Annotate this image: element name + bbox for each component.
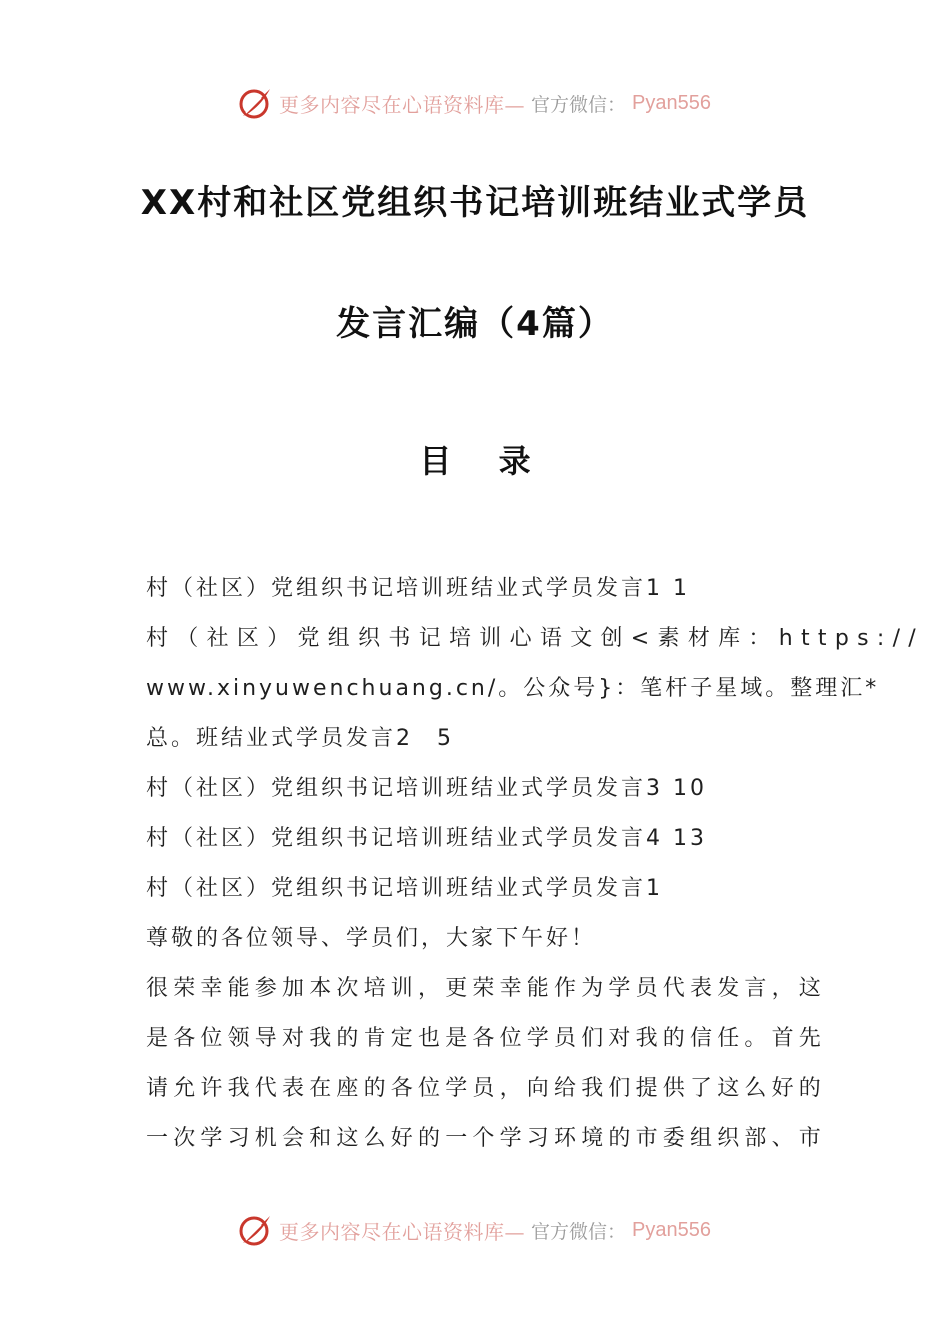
section-title: 村（社区）党组织书记培训班结业式学员发言1 bbox=[146, 876, 663, 901]
footer-wechat-label: 官方微信： bbox=[531, 1220, 627, 1243]
document-title-line1: XX村和社区党组织书记培训班结业式学员 bbox=[140, 183, 810, 223]
toc-entry-2-part1: 村（社区）党组织书记培训心语文创<素材库：https:// bbox=[146, 626, 924, 651]
footer-banner bbox=[0, 1205, 950, 1255]
header-banner bbox=[0, 78, 950, 128]
toc-entry-3: 村（社区）党组织书记培训班结业式学员发言3 10 bbox=[146, 776, 707, 801]
document-title-line2: 发言汇编（4篇） bbox=[336, 304, 614, 344]
toc-entry-1: 村（社区）党组织书记培训班结业式学员发言1 1 bbox=[146, 576, 690, 601]
quill-logo-icon bbox=[239, 86, 273, 120]
toc-entry-2-part2: www.xinyuwenchuang.cn/。公众号}：笔杆子星域。整理汇* bbox=[146, 676, 880, 701]
footer-banner-text: 更多内容尽在心语资料库— bbox=[279, 1219, 525, 1244]
toc-heading: 目 录 bbox=[419, 442, 549, 480]
toc-entry-4: 村（社区）党组织书记培训班结业式学员发言4 13 bbox=[146, 826, 707, 851]
header-wechat-id: Pyan556 bbox=[632, 91, 711, 114]
header-wechat-label: 官方微信： bbox=[531, 93, 627, 116]
body-line-2: 是各位领导对我的肯定也是各位学员们对我的信任。首先 bbox=[146, 1026, 827, 1051]
header-banner-text: 更多内容尽在心语资料库— bbox=[279, 92, 525, 117]
footer-banner-content bbox=[239, 1213, 711, 1247]
body-line-1: 很荣幸能参加本次培训，更荣幸能作为学员代表发言，这 bbox=[146, 976, 827, 1001]
toc-entry-2-page: 5 bbox=[437, 726, 454, 751]
body-line-4: 一次学习机会和这么好的一个学习环境的市委组织部、市 bbox=[146, 1126, 827, 1151]
footer-wechat-id: Pyan556 bbox=[632, 1218, 711, 1241]
greeting: 尊敬的各位领导、学员们，大家下午好！ bbox=[146, 926, 597, 951]
header-banner-content bbox=[239, 86, 711, 120]
body-line-3: 请允许我代表在座的各位学员，向给我们提供了这么好的 bbox=[146, 1076, 827, 1101]
toc-entry-2-label: 总。班结业式学员发言2 bbox=[146, 726, 413, 751]
quill-logo-icon bbox=[239, 1213, 273, 1247]
document-body bbox=[146, 564, 924, 1164]
toc-entry-2-part3 bbox=[146, 714, 808, 764]
